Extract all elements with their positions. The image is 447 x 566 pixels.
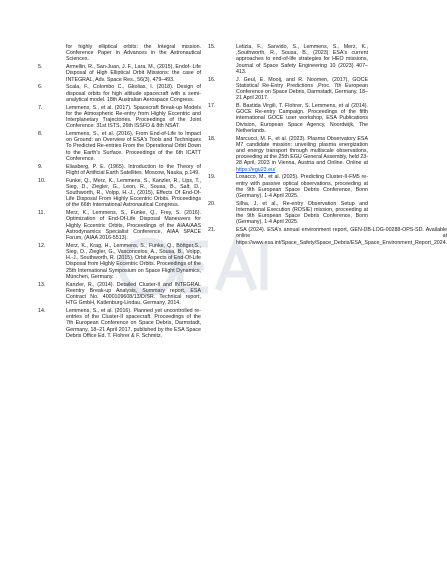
reference-entry (208, 44, 368, 75)
reference-text (66, 164, 201, 176)
reference-number: 20. (208, 200, 216, 207)
reference-number: 12. (38, 242, 46, 249)
reference-text (236, 103, 368, 134)
reference-text-body: B. Bastida Virgili, T. Flohrer, S. Lemmens, et al (2014). GOCE Re-entry Campaign. Proceedings of the fifth international GOCE user workshop, ESA Publications Division, European Space Agency, Noordwijk, The Netherlands. (236, 103, 368, 134)
reference-entry (38, 64, 201, 83)
reference-text-body: Merz, K., Lemmens, S., Funke, Q., Frey, S. (2016). Optimization of End-Of-Life Disposal Maneuvers for Highly Eccentric Orbits, Proceedings of the AIAA/AAS Astrodynamics Specialist Conference, AIAA SPACE Forum, (AIAA 2016-5513). (66, 210, 201, 242)
reference-text-body: Lemmens, S., et al. (2017). Spacecraft Break-up Models for the Atmospheric Re-entry from Highly Eccentric and Interplanetary Trajectories. Proceedings of the Joint Conference: 31st ISTS, 26th ISSFD & 8th NSAT. (66, 104, 201, 130)
reference-text-body: Marcucci, M. F., et al. (2023). Plasma Observatory ESA M7 candidate mission: unveiling plasma energization and energy transport through multiscale observations, proceeding at the 25th EGU General Assembly, held 23-28 April, 2023 in Vienna, Austria and Online. Online at (236, 135, 368, 167)
reference-text-body: Scala, F., Colombo C., Gkolias, I. (2018). Design of disposal orbits for high altitude spacecraft with a semi-analytical model. 18th Australian Aerospace Congress. (66, 84, 201, 103)
references-right-column (208, 44, 447, 247)
reference-entry (208, 174, 368, 199)
reference-entry (38, 44, 201, 63)
reference-number: 9. (38, 163, 43, 170)
reference-number: 10. (38, 177, 46, 184)
reference-entry (38, 308, 201, 339)
reference-text (66, 282, 201, 307)
reference-text-body: Funke, Q., Merz, K., Lemmens, S., Kanzler, R., Lips, T., Sieg, D., Ziegler, G., Leon, R., Sousa, B., Salt, D., Southworth, R., Volpp, H.-J., (2015), Effects Of End-Of-Life Disposal From Highly Eccentric Orbits. Proceedings of the 66th International Astronautical Congress. (66, 177, 201, 209)
reference-entry (38, 210, 201, 241)
reference-text-body: Armellin, R., San-Juan, J. F., Lara, M., (2015), Endof- Life Disposal of High Elliptical Orbit Missions: the case of INTEGRAL, Adv. Space Res., 56(3), 479–493. (66, 64, 201, 83)
reference-text-body: ESA (2024). ESA's annual environment report, GEN-DB-LOG-00288-OPS-SD. Available online at https://www.esa.int/Space_Safety/Space_Debris/ESA_Space_Environment_Report_2024. (236, 227, 447, 246)
reference-entry (38, 105, 201, 130)
reference-text-body: Kanzler, R., (2014). Detailed Cluster-II and INTEGRAL Reentry Break-up Analysis, Summary report, ESA Contract No. 4000109608/13/D/SR. Technical report, HTG GmbH, Katlenburg-Lindau, Germany, 2014. (66, 281, 201, 307)
reference-text (66, 84, 201, 103)
reference-text-body: Lemmens, S., et al. (2016), From End-of-Life to Impact on Ground: an Overview of ESA's Tools and Techniques To Predicted Re-entries From the Operational Orbit Down to the Earth's Surface. Proceedings of the 6th ICATT Conference. (66, 131, 201, 162)
reference-number: 18. (208, 135, 216, 142)
reference-text-body: Eliasberg, P. E. (1965). Introduction to the Theory of Flight of Artificial Earth Satellites. Moscow, Nauka, p.149. (66, 163, 201, 176)
reference-text (236, 77, 368, 102)
reference-number: 7. (38, 104, 43, 111)
reference-text (66, 178, 201, 209)
reference-text (66, 105, 201, 130)
reference-number: 11. (38, 210, 45, 217)
references-left-column (38, 44, 201, 341)
reference-number: 17. (208, 103, 216, 110)
reference-number: 8. (38, 131, 43, 138)
reference-text (66, 64, 201, 83)
reference-entry (38, 178, 201, 209)
reference-number: 6. (38, 84, 43, 91)
reference-entry (208, 77, 368, 102)
reference-text-body: Letizia, F., Sanvido, S., Lemmens, S., Merz, K., ,Southworth, R., Sousa, B., (2023) ESA's current approaches to end-of-life strategies for HEO missions, Journal of Space Safety Engineering 10 (2023) 407–413. (236, 44, 368, 75)
reference-link[interactable]: https://egu23.eu/ (236, 166, 276, 173)
reference-text (66, 243, 201, 280)
reference-text (236, 227, 447, 246)
reference-number: 13. (38, 281, 46, 288)
reference-text (236, 44, 368, 75)
reference-entry (38, 243, 201, 280)
reference-text-body: Merz, K., Krag, H., Lemmens, S., Funke, Q., Böttger,S., Sieg, D., Ziegler, G., Vasconcelos, A., Sousa, B., Volpp, H.-J., Southworth, R. (2015), Orbit Aspects of End-Of-Life Disposal from Highly Eccentric Orbits. Proceedings of the 25th International Symposium on Space Flight Dynamics, München, Germany. (66, 242, 201, 280)
reference-text (66, 44, 201, 63)
reference-entry (208, 227, 447, 246)
reference-number: 14. (38, 308, 46, 315)
reference-entry (38, 131, 201, 162)
reference-text-body: Lemmens, S., et al. (2016). Planned yet uncontrolled re-entries of the Cluster-II spacecraft. Proceedings of the 7th European Conference on Space Debris, Darmstadt, Germany, 18–21 April 2017, published by the ESA Space Debris Office Ed. T. Flohrer & F. Schmitz. (66, 308, 201, 339)
reference-entry (38, 84, 201, 103)
reference-entry (208, 103, 368, 134)
reference-text-body: J. Geul, E. Mooij, and R. Noomen, (2017), GOCE Statistical Re-Entry Predictions ,Proc. 7th European Conference on Space Debris, Darmstadt, Germany, 18–21 April 2017. (236, 76, 368, 102)
reference-text (236, 174, 368, 199)
reference-entry (38, 282, 201, 307)
reference-number: 19. (208, 174, 216, 181)
reference-text (66, 210, 201, 241)
reference-entry (38, 164, 201, 176)
reference-text (236, 201, 368, 226)
reference-text-body: Silha, J, et al., Re-entry Observation Setup and International Execution (ROSIE) mission, proceeding at the 9th European Space Debris Conference, Bonn (Germany), 1-4 April 2025. (236, 200, 368, 226)
reference-entry (208, 136, 368, 173)
reference-number: 5. (38, 64, 43, 71)
reference-text-body: Losacco, M., et al. (2025). Predicting Cluster-II-FM5 re-entry with passive optical observations, proceeding at the 9th European Space Debris Conference, Bonn (Germany), 1-4 April 2025. (236, 174, 368, 200)
reference-number: 21. (208, 227, 216, 234)
reference-number: 15. (208, 44, 216, 50)
reference-text (66, 308, 201, 339)
reference-text (236, 136, 368, 173)
reference-number: 16. (208, 76, 216, 83)
reference-text (66, 131, 201, 162)
reference-text-body: for highly elliptical orbits: the Integral mission. Conference Paper in Advances in the Astronautical Sciences. (66, 44, 201, 63)
reference-entry (208, 201, 368, 226)
